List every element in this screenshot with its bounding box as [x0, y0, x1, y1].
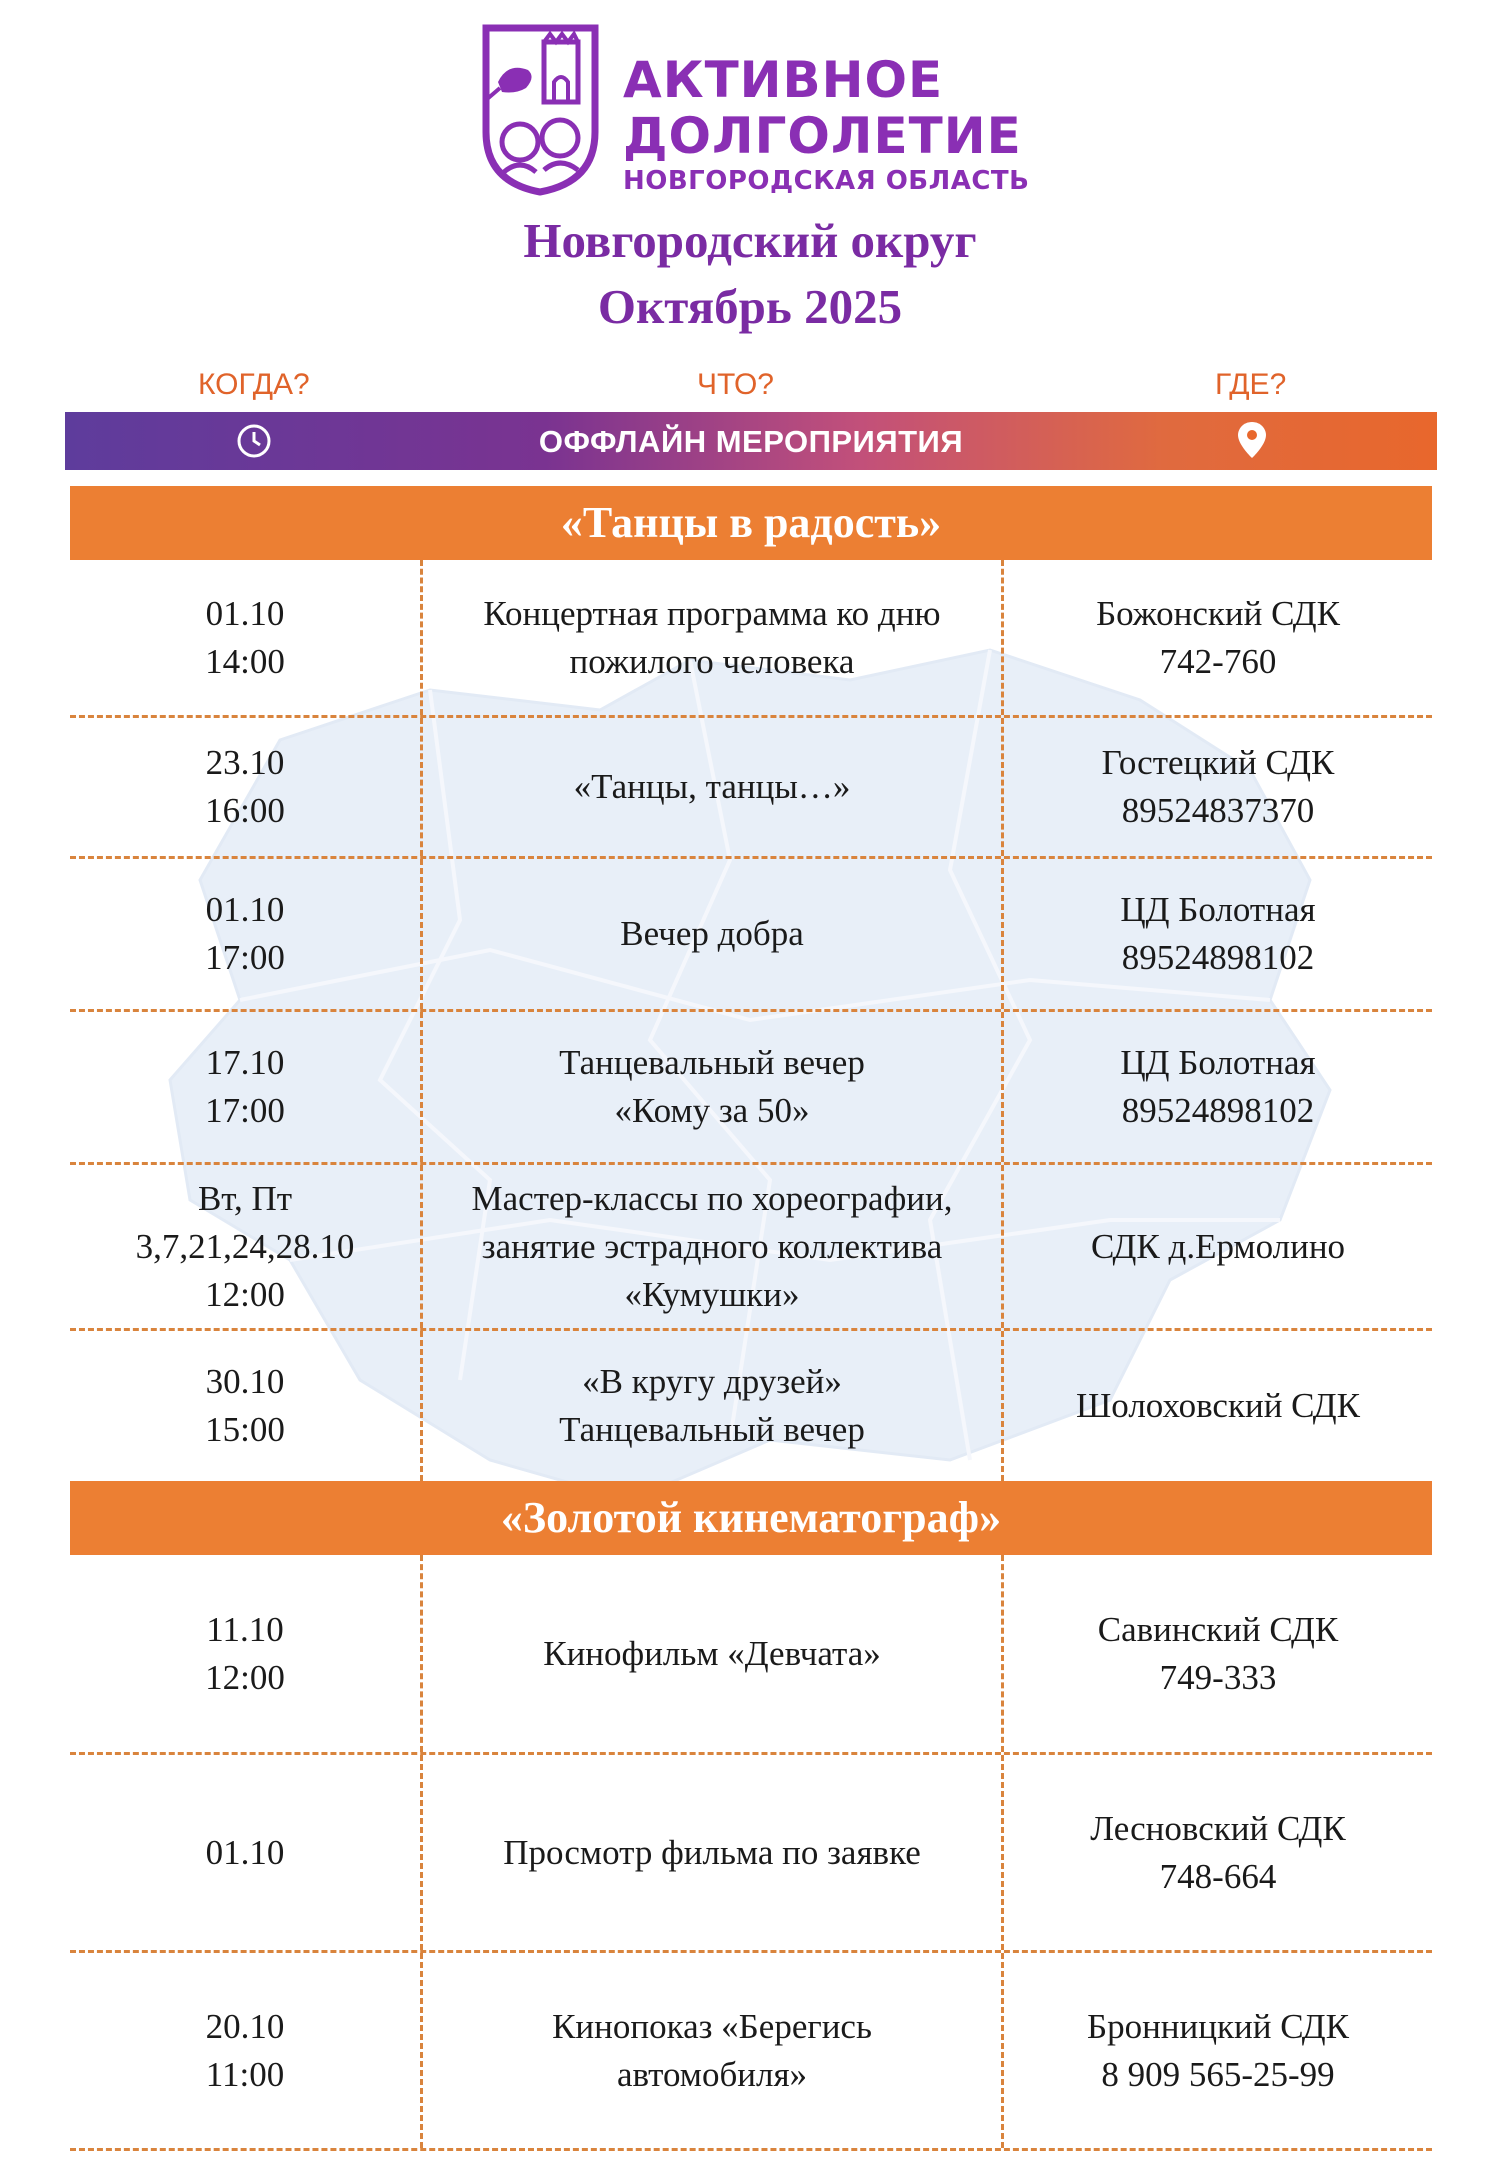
location-pin-icon	[1235, 420, 1269, 460]
event-text: Кинопоказ «Берегись	[552, 2006, 872, 2046]
event-text: Танцевальный вечер	[559, 1043, 865, 1082]
venue-text: Божонский СДК	[1096, 593, 1340, 633]
time-text: 12:00	[205, 1274, 285, 1314]
date-text: 20.10	[205, 2006, 285, 2046]
cell-where	[1004, 1953, 1432, 2148]
cell-when	[70, 1755, 423, 1950]
table-row	[70, 560, 1432, 718]
date-text: 11.10	[206, 1609, 284, 1649]
table-row	[70, 1331, 1432, 1481]
section-header: «Золотой кинематограф»	[70, 1481, 1432, 1555]
brand-region: НОВГОРОДСКАЯ ОБЛАСТЬ	[623, 166, 1030, 196]
date-text: 23.10	[205, 743, 285, 782]
column-labels	[0, 368, 1500, 404]
cell-when	[70, 718, 423, 856]
page-title: Новгородский округ	[523, 213, 977, 268]
phone-text: 89524898102	[1121, 1091, 1315, 1130]
table-row	[70, 859, 1432, 1012]
date-text: 3,7,21,24,28.10	[135, 1226, 355, 1266]
cell-when	[70, 1165, 423, 1328]
date-text: 01.10	[205, 593, 285, 633]
page-subtitle: Октябрь 2025	[597, 279, 903, 334]
venue-text: Гостецкий СДК	[1101, 743, 1335, 782]
cell-when	[70, 859, 423, 1009]
cell-what	[423, 1953, 1004, 2148]
venue-text: ЦД Болотная	[1120, 890, 1316, 929]
cell-where	[1004, 859, 1432, 1009]
table-row	[70, 718, 1432, 859]
table-row	[70, 1953, 1432, 2151]
venue-text: Лесновский СДК	[1090, 1808, 1346, 1848]
venue-text: СДК д.Ермолино	[1090, 1226, 1346, 1266]
cell-where	[1004, 1331, 1432, 1481]
label-where: ГДЕ?	[1215, 368, 1287, 401]
cell-when	[70, 560, 423, 715]
venue-text: Бронницкий СДК	[1086, 2006, 1350, 2046]
logo-shield-icon	[478, 22, 603, 197]
label-what: ЧТО?	[697, 368, 774, 401]
cell-what	[423, 1012, 1004, 1162]
offline-events-banner	[65, 412, 1437, 470]
phone-text: 89524837370	[1121, 791, 1315, 830]
time-text: 17:00	[205, 1091, 285, 1130]
brand-line-2: ДОЛГОЛЕТИЕ	[623, 107, 1022, 165]
event-text: Вечер добра	[620, 914, 804, 953]
date-text: Вт, Пт	[197, 1178, 293, 1218]
phone-text: 749-333	[1159, 1657, 1277, 1697]
date-text: 30.10	[205, 1362, 285, 1401]
date-text: 17.10	[205, 1043, 285, 1082]
date-text: 01.10	[205, 1832, 285, 1872]
event-text: Концертная программа ко дню	[483, 593, 941, 633]
event-text: «Танцы, танцы…»	[573, 767, 851, 806]
cell-what	[423, 1165, 1004, 1328]
event-text: Просмотр фильма по заявке	[503, 1832, 921, 1872]
event-text: пожилого человека	[569, 641, 855, 681]
phone-text: 89524898102	[1121, 938, 1315, 977]
cell-when	[70, 1555, 423, 1752]
date-text: 01.10	[205, 890, 285, 929]
cell-where	[1004, 1755, 1432, 1950]
event-text: занятие эстрадного коллектива	[481, 1226, 943, 1266]
cell-where	[1004, 1165, 1432, 1328]
cell-where	[1004, 560, 1432, 715]
time-text: 17:00	[205, 938, 285, 977]
table-row	[70, 1165, 1432, 1331]
brand-wordmark	[623, 52, 1029, 198]
cell-when	[70, 1012, 423, 1162]
venue-text: Савинский СДК	[1097, 1609, 1339, 1649]
time-text: 11:00	[205, 2054, 285, 2094]
event-text: «Кому за 50»	[614, 1091, 810, 1130]
cell-where	[1004, 718, 1432, 856]
event-text: Мастер-классы по хореографии,	[471, 1178, 953, 1218]
cell-what	[423, 859, 1004, 1009]
cell-when	[70, 1953, 423, 2148]
phone-text: 748-664	[1159, 1856, 1277, 1896]
event-text: автомобиля»	[616, 2054, 808, 2094]
events-table	[70, 486, 1432, 2151]
banner-label: ОФФЛАЙН МЕРОПРИЯТИЯ	[538, 424, 964, 459]
event-text: «В кругу друзей»	[582, 1362, 842, 1401]
cell-where	[1004, 1012, 1432, 1162]
cell-where	[1004, 1555, 1432, 1752]
cell-what	[423, 1555, 1004, 1752]
cell-when	[70, 1331, 423, 1481]
time-text: 14:00	[205, 641, 285, 681]
cell-what	[423, 718, 1004, 856]
cell-what	[423, 560, 1004, 715]
phone-text: 8 909 565-25-99	[1101, 2054, 1335, 2094]
venue-text: ЦД Болотная	[1120, 1043, 1316, 1082]
venue-text: Шолоховский СДК	[1076, 1386, 1360, 1425]
table-row	[70, 1755, 1432, 1953]
time-text: 15:00	[205, 1410, 285, 1449]
event-text: Танцевальный вечер	[559, 1410, 865, 1449]
event-text: Кинофильм «Девчата»	[543, 1633, 881, 1673]
section-header: «Танцы в радость»	[70, 486, 1432, 560]
phone-text: 742-760	[1159, 641, 1277, 681]
brand-line-1: АКТИВНОЕ	[623, 51, 944, 109]
event-text: «Кумушки»	[624, 1274, 800, 1314]
logo	[478, 22, 1038, 202]
table-row	[70, 1012, 1432, 1165]
cell-what	[423, 1755, 1004, 1950]
time-text: 16:00	[205, 791, 285, 830]
time-text: 12:00	[205, 1657, 285, 1697]
table-row	[70, 1555, 1432, 1755]
label-when: КОГДА?	[198, 368, 310, 401]
cell-what	[423, 1331, 1004, 1481]
